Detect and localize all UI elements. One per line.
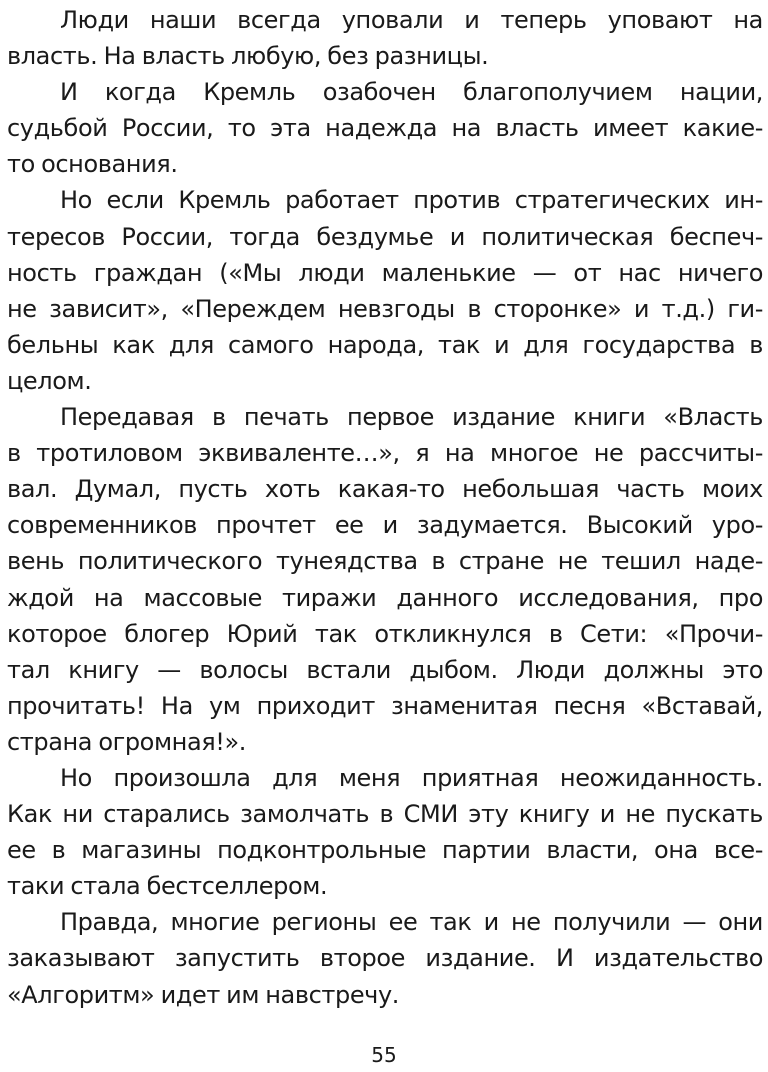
text-line: тал книгу — волосы встали дыбом. Люди должны это <box>7 655 763 684</box>
text-line: Как ни старались замолчать в СМИ эту книгу и не пускать <box>7 800 763 829</box>
text-line: «Алгоритм» идет им навстречу. <box>7 980 399 1009</box>
text-line: современников прочтет ее и задумается. Высокий уро- <box>7 511 763 540</box>
book-page <box>7 2 763 1013</box>
text-line: ность граждан («Мы люди маленькие — от нас ничего <box>7 258 763 287</box>
text-line: Люди наши всегда уповали и теперь уповают на <box>60 6 763 34</box>
text-line: бельны как для самого народа, так и для государства в <box>7 330 763 359</box>
text-line: ждой на массовые тиражи данного исследования, про <box>7 583 763 612</box>
text-line: таки стала бестселлером. <box>7 872 328 901</box>
paragraph-6 <box>7 904 763 1012</box>
text-line: ее в магазины подконтрольные партии власти, она все- <box>7 836 763 865</box>
text-line: судьбой России, то эта надежда на власть имеет какие- <box>7 114 763 143</box>
text-line: целом. <box>7 366 92 395</box>
text-line: вень политического тунеядства в стране не тешил наде- <box>7 547 763 576</box>
paragraph-1 <box>7 2 763 74</box>
text-line: Правда, многие регионы ее так и не получили — они <box>60 908 763 937</box>
text-line: не зависит», «Переждем невзгоды в сторонке» и т.д.) ги- <box>7 294 763 323</box>
paragraph-2 <box>7 74 763 182</box>
paragraph-5 <box>7 760 763 904</box>
text-line: страна огромная!». <box>7 727 247 756</box>
text-line: тересов России, тогда бездумье и политическая беспеч- <box>7 222 763 251</box>
text-line: И когда Кремль озабочен благополучием нации, <box>60 78 763 107</box>
text-line: Но произошла для меня приятная неожиданность. <box>60 763 763 792</box>
paragraph-4 <box>7 399 763 760</box>
text-line: Передавая в печать первое издание книги «Власть <box>60 403 763 432</box>
paragraph-3 <box>7 182 763 399</box>
text-line: прочитать! На ум приходит знаменитая песня «Вставай, <box>7 691 763 720</box>
text-line: вал. Думал, пусть хоть какая-то небольшая часть моих <box>7 475 763 504</box>
text-line: в тротиловом эквиваленте…», я на многое не рассчиты- <box>7 439 763 468</box>
text-line: Но если Кремль работает против стратегических ин- <box>60 186 763 215</box>
text-line: власть. На власть любую, без разницы. <box>7 42 489 71</box>
text-line: заказывают запустить второе издание. И издательство <box>7 944 763 973</box>
page-number: 55 <box>371 1043 397 1067</box>
text-line: то основания. <box>7 150 178 179</box>
text-line: которое блогер Юрий так откликнулся в Сети: «Прочи- <box>7 619 763 648</box>
